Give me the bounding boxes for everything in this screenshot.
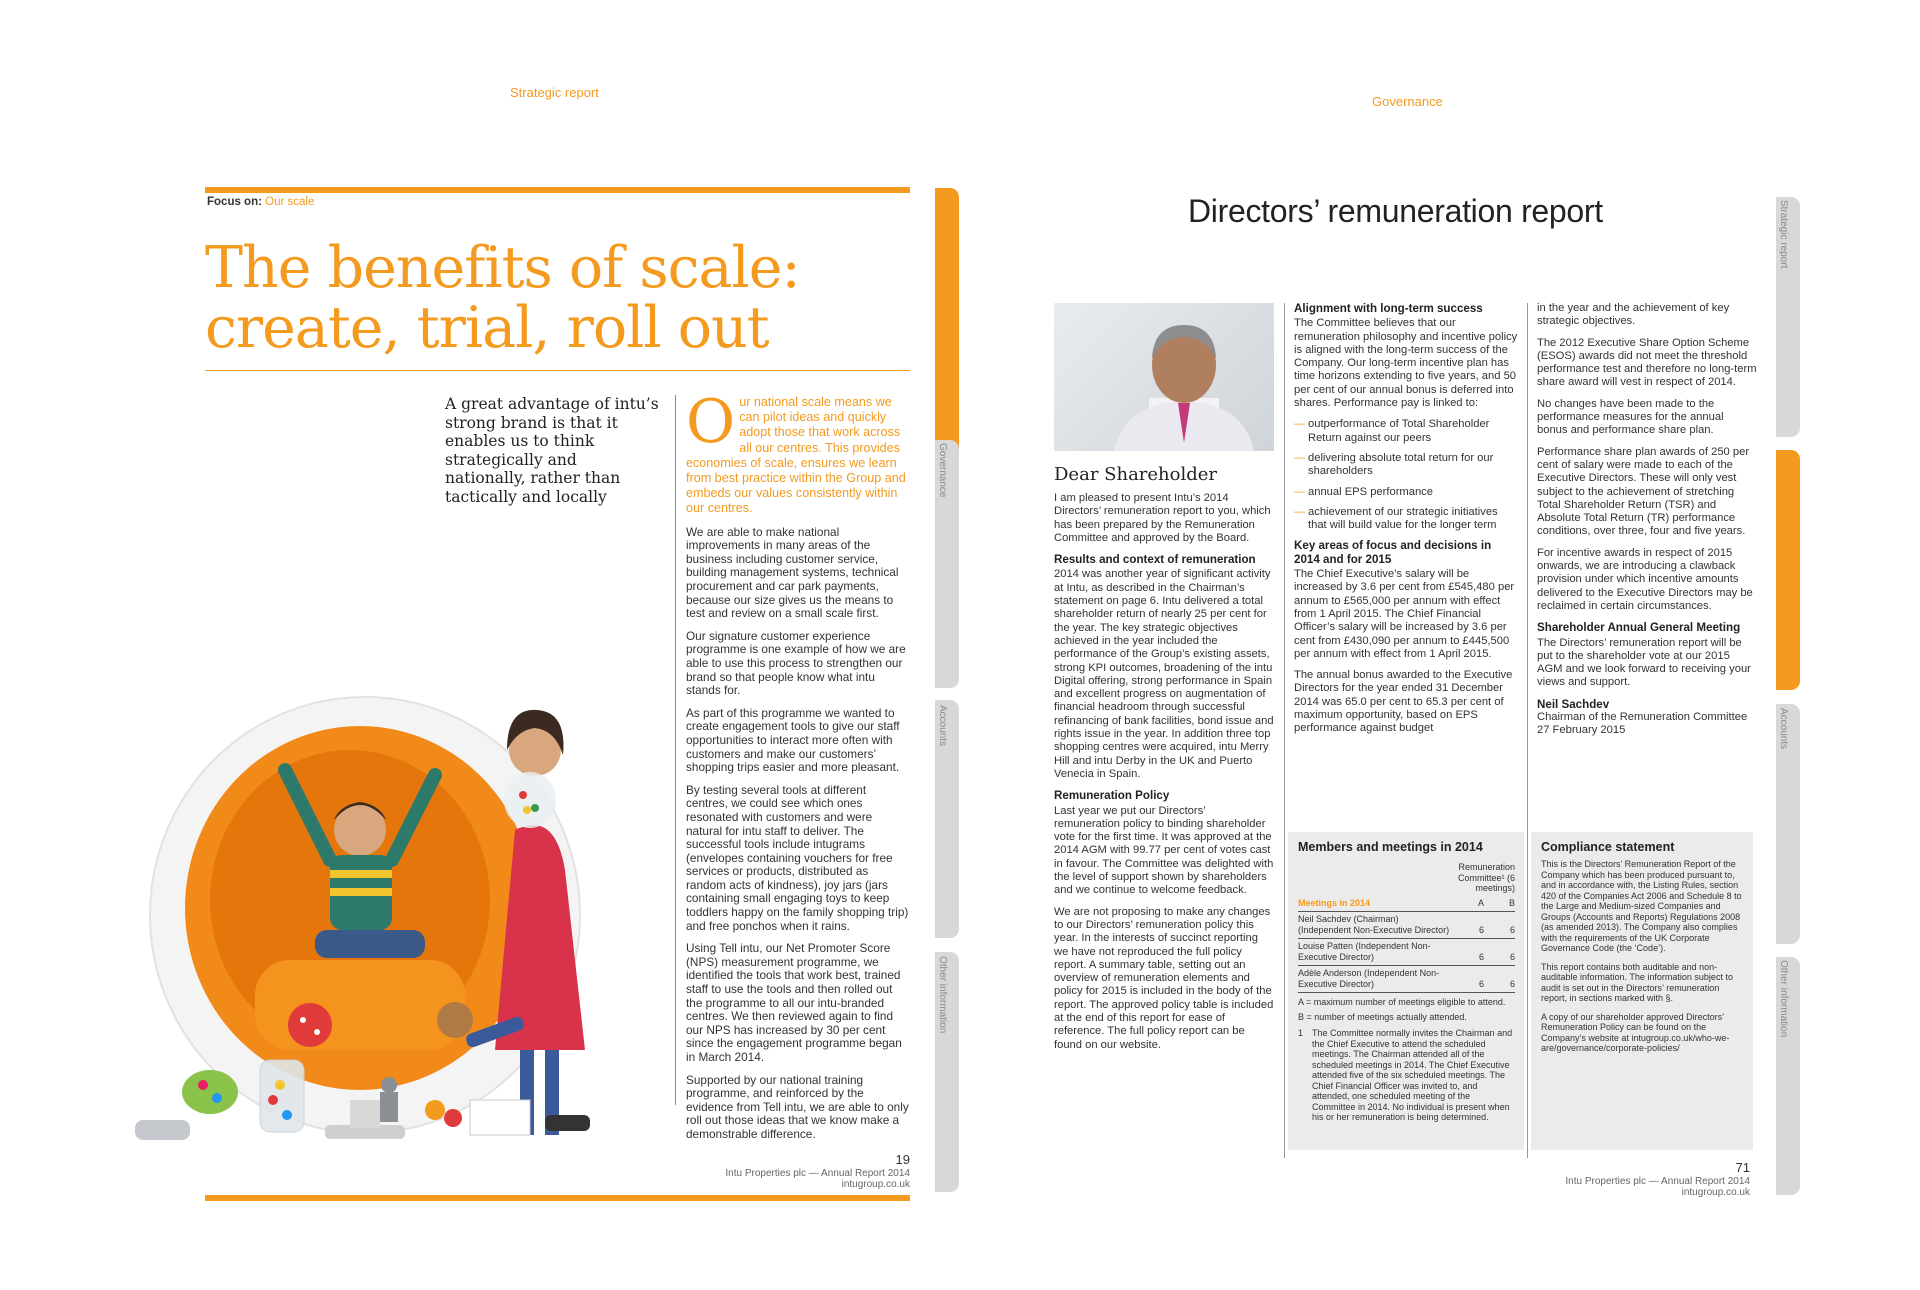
table-sub-label: Meetings in 2014 <box>1298 896 1453 912</box>
article-column <box>686 387 910 1151</box>
footer-right: Intu Properties plc — Annual Report 2014 intugroup.co.uk <box>1565 1176 1750 1198</box>
paragraph: The Directors’ remuneration report will be put to the shareholder vote at our 2015 AGM and we look forward to receiving your views and support. <box>1537 636 1751 689</box>
table-header-a: A <box>1453 896 1484 912</box>
paragraph: For incentive awards in respect of 2015 onwards, we are introducing a clawback provision under which incentive amounts delivered to the Executive Directors may be reclaimed in certain circumstances. <box>1537 546 1753 612</box>
column-2 <box>1294 302 1518 744</box>
tab-label-other-information: Other information <box>937 956 948 1034</box>
paragraph: We are able to make national improvements in many areas of the business including customer service, building management systems, technical procurement and car park payments, because our size gives us the means to test and review on a small scale first. <box>686 524 899 621</box>
signature-date: 27 February 2015 <box>1537 724 1626 737</box>
footer-left: Intu Properties plc — Annual Report 2014 intugroup.co.uk <box>725 1168 910 1190</box>
paragraph: Using Tell intu, our Net Promoter Score (NPS) measurement programme, we identified the tools that work best, trained staff to use the tools and then rolled out the programme to all our intu-branded centres. We then reviewed again to find our NPS has increased by 30 per cent since the engagement programme began in March 2014. <box>686 941 902 1064</box>
meetings-table <box>1298 860 1515 993</box>
table-note-a: A = maximum number of meetings eligible to attend. <box>1298 997 1506 1007</box>
compliance-statement-box <box>1531 832 1753 1150</box>
column-rule-1 <box>1284 303 1285 1158</box>
lead-paragraph: Our national scale means we can pilot ideas and quickly adopt those that work across all our centres. This provides economies of scale, ensures we learn from best practice within the Group and embeds our values consistently within our centres. <box>686 387 906 516</box>
tab-label-other-information: Other information <box>1778 960 1789 1038</box>
bullet-item: — achievement of our strategic initiatives that will build value for the longer term <box>1294 506 1518 533</box>
paragraph: 2014 was another year of significant activity at Intu, as described in the Chairman’s statement on page 6. Intu delivered a total shareholder return of nearly 25 per cent for the year. The key strategic objectives achieved in the year included the performance of the Group’s existing assets, strong KPI outcomes, broadening of the intu Digital offering, strong performance in Spain and excellent progress on augmentation of financial headroom through successful refinancing of bank facilities, bond issue and rights issue in the year. In addition three top shopping centres were acquired, intu Merry Hill and intu Derby in the UK and Puerto Venecia in Spain. <box>1054 568 1274 780</box>
table-row: Adèle Anderson (Independent Non-Executive Director) 6 6 <box>1298 966 1515 993</box>
headline: The benefits of scale: create, trial, roll out <box>205 235 800 361</box>
chairman-photo <box>1054 303 1274 451</box>
section-heading: Shareholder Annual General Meeting <box>1537 621 1741 635</box>
page-number-right: 71 <box>1735 1160 1750 1175</box>
drop-cap: O <box>686 387 736 457</box>
section-heading: Results and context of remuneration <box>1054 553 1256 567</box>
section-heading: Key areas of focus and decisions in 2014 and for 2015 <box>1294 539 1492 566</box>
box-title: Members and meetings in 2014 <box>1298 840 1483 854</box>
compliance-paragraph: This report contains both auditable and non-auditable information. The information subject to audit is set out in the Directors’ remuneration report, in sections marked with §. <box>1541 961 1733 1003</box>
tab-label-strategic-report: Strategic report <box>937 190 948 259</box>
paragraph: Performance share plan awards of 250 per cent of salary were made to each of the Executive Directors. These will only vest subject to the achievement of stretching Total Shareholder Return (TSR) and Absolute Total Return (TR) performance conditions, over three, four and five years. <box>1537 445 1750 538</box>
paragraph: in the year and the achievement of key strategic objectives. <box>1537 302 1730 328</box>
children-in-egg-chair-illustration <box>135 630 680 1150</box>
page-number-left: 19 <box>895 1152 910 1167</box>
tab-label-accounts: Accounts <box>937 705 948 747</box>
members-meetings-box <box>1288 832 1524 1150</box>
table-row: Neil Sachdev (Chairman) (Independent Non-Executive Director) 6 6 <box>1298 912 1515 939</box>
column-rule-2 <box>1527 303 1528 1158</box>
column-1 <box>1054 492 1274 1060</box>
greeting: Dear Shareholder <box>1054 464 1218 485</box>
running-head-left: Strategic report <box>510 85 599 100</box>
signer-name: Neil Sachdev <box>1537 697 1610 711</box>
tab-label-accounts: Accounts <box>1778 708 1789 750</box>
table-header-b: B <box>1484 896 1515 912</box>
portrait-illustration <box>1054 303 1274 451</box>
body-text <box>686 526 910 1142</box>
tab-label-strategic-report: Strategic report <box>1778 200 1789 269</box>
section-heading: Remuneration Policy <box>1054 789 1170 803</box>
focus-label: Focus on: Our scale <box>207 196 315 208</box>
top-accent-bar <box>205 187 910 193</box>
table-note-b: B = number of meetings actually attended. <box>1298 1011 1467 1022</box>
paragraph: The Chief Executive’s salary will be increased by 3.6 per cent from £545,480 per annum to £565,000 per annum with effect from 1 April 2015. The Chief Financial Officer’s salary will be increased by 3.6 per cent from £430,090 per annum to £445,500 per annum with effect from 1 April 2015. <box>1294 568 1515 660</box>
tab-label-governance: Governance <box>937 443 948 498</box>
bullet-item: — outperformance of Total Shareholder Return against our peers <box>1294 418 1518 445</box>
paragraph: By testing several tools at different centres, we could see which ones resonated with customers and were natural for intu staff to deliver. The successful tools include intugrams (envelopes containing vouchers for free services or products, distributed as random acts of kindness), joy jars (jars containing small engaging toys to keep toddlers happy on the family shopping trip) and free ponchos when it rains. <box>686 782 909 933</box>
paragraph: Our signature customer experience programme is one example of how we are able to use this process to strengthen our brand so that people know what intu stands for. <box>686 628 906 698</box>
bullet-item: — annual EPS performance <box>1294 486 1518 499</box>
bottom-accent-bar <box>205 1195 910 1201</box>
paragraph: As part of this programme we wanted to create engagement tools to give our staff opportunities to interact more often with customers and make our customers’ shopping trips easier and more pleasant. <box>686 705 900 775</box>
running-head-right: Governance <box>1372 94 1443 109</box>
headline-rule <box>205 370 910 371</box>
paragraph: No changes have been made to the performance measures for the annual bonus and performance share plan. <box>1537 397 1724 437</box>
table-footnote: 1 The Committee normally invites the Chairman and the Chief Executive to attend the scheduled meetings. The Chairman attended all of the scheduled meetings in 2014. The Chief Executive attended five of the six scheduled meetings. The Chief Financial Officer was invited to, and attended, one scheduled meeting of the Committee in 2014. No individual is present when his or her remuneration is being determined. <box>1298 1028 1513 1122</box>
column-3 <box>1537 302 1757 738</box>
paragraph: I am pleased to present Intu’s 2014 Directors’ remuneration report to you, which has been prepared by the Remuneration Committee and approved by the Board. <box>1054 492 1271 544</box>
signer-role: Chairman of the Remuneration Committee <box>1537 711 1748 724</box>
paragraph: Supported by our national training programme, and reinforced by the evidence from Tell intu, we are able to only roll out those ideas that we know make a demonstrable difference. <box>686 1072 909 1141</box>
paragraph: The 2012 Executive Share Option Scheme (ESOS) awards did not meet the threshold performance test and therefore no long-term share award will vest in respect of 2014. <box>1537 336 1757 389</box>
paragraph: The annual bonus awarded to the Executive Directors for the year ended 31 December 2014 was 65.0 per cent to 65.3 per cent of maximum opportunity, based on EPS performance against budget <box>1294 669 1513 735</box>
report-title: Directors’ remuneration report <box>1188 193 1603 229</box>
pull-quote: A great advantage of intu’s strong brand is that it enables us to think strategically and nationally, rather than tactically and locally <box>445 395 659 506</box>
table-row: Louise Patten (Independent Non-Executive Director) 6 6 <box>1298 939 1515 966</box>
table-column-header: Remuneration Committee¹ (6 meetings) <box>1457 862 1515 893</box>
paragraph: The Committee believes that our remuneration philosophy and incentive policy is aligned with the long-term success of the Company. Our long-term incentive plan has time horizons extending to five years, and 50 per cent of our annual bonus is deferred into shares. Performance pay is linked to: <box>1294 317 1518 410</box>
section-heading: Alignment with long-term success <box>1294 302 1483 315</box>
tab-label-governance: Governance <box>1778 453 1789 508</box>
compliance-paragraph: A copy of our shareholder approved Directors’ Remuneration Policy can be found on the Company’s website at intugroup.co.uk/who-we-are/governance/corporate-policies/ <box>1541 1011 1730 1053</box>
paragraph: We are not proposing to make any changes to our Directors’ remuneration policy this year. In the interests of succinct reporting we have not reproduced the full policy report. A summary table, setting out an overview of remuneration elements and policy for 2015 is included in the body of the report. The approved policy table is included at the end of this report for ease of reference. The full policy report can be found on our website. <box>1054 905 1274 1051</box>
compliance-paragraph: This is the Directors’ Remuneration Report of the Company which has been produced pursuant to, and in accordance with, the Listing Rules, section 420 of the Companies Act 2006 and Schedule 8 to the Large and Medium-sized Companies and Groups (Accounts and Reports) Regulations 2008 (as amended 2013). The Company also complies with the requirements of the UK Corporate Governance Code (the ‘Code’). <box>1541 859 1742 953</box>
box-title: Compliance statement <box>1541 840 1675 854</box>
bullet-item: — delivering absolute total return for our shareholders <box>1294 452 1518 479</box>
paragraph: Last year we put our Directors’ remuneration policy to binding shareholder vote for the first time. It was approved at the 2014 AGM with 99.77 per cent of votes cast in favour. The Committee was delighted with the level of support shown by shareholders and we continue to welcome feedback. <box>1054 804 1274 897</box>
